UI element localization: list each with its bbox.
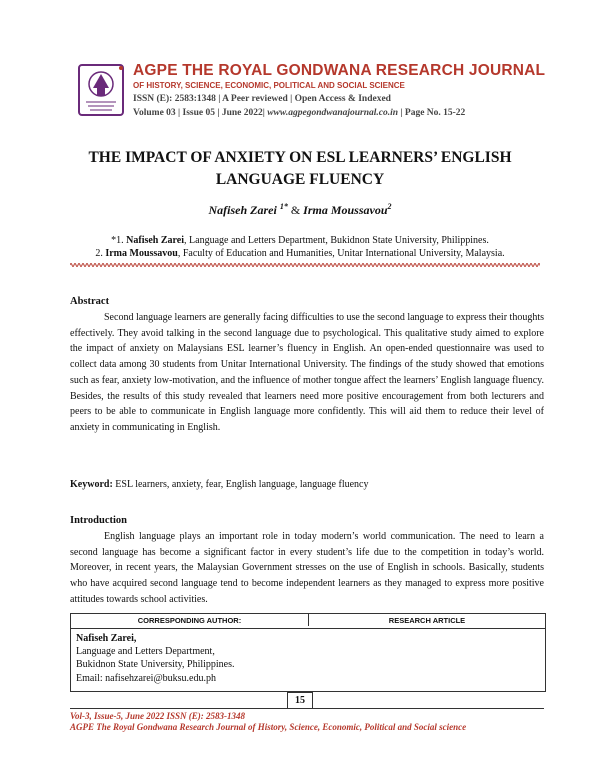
affiliation-1-name: Nafiseh Zarei — [126, 235, 185, 246]
affiliation-2 — [60, 248, 540, 259]
introduction-heading: Introduction — [70, 515, 127, 526]
volume-line — [133, 108, 465, 118]
volume-text: Volume 03 | Issue 05 | June 2022| — [133, 108, 265, 118]
title-line-1: THE IMPACT OF ANXIETY ON ESL LEARNERS’ ENGLISH — [88, 149, 512, 166]
corresponding-details — [76, 632, 235, 685]
affiliation-2-detail: , Faculty of Education and Humanities, Unitar International University, Malaysia. — [177, 248, 505, 259]
author-1-sup: 1* — [279, 202, 288, 211]
corresponding-author-label: CORRESPONDING AUTHOR: — [137, 616, 242, 625]
footer-citation-line-2: AGPE The Royal Gondwana Research Journal of History, Science, Economic, Political and Social science — [70, 722, 467, 732]
wavy-divider — [70, 262, 540, 268]
introduction-body — [70, 529, 544, 608]
article-title — [60, 147, 540, 191]
corresponding-author-box — [70, 613, 546, 692]
keywords-label: Keyword: — [70, 479, 113, 490]
article-type-label: RESEARCH ARTICLE — [308, 614, 545, 626]
author-2: Irma Moussavou — [303, 203, 388, 217]
journal-subtitle: OF HISTORY, SCIENCE, ECONOMIC, POLITICAL AND SOCIAL SCIENCE — [133, 81, 405, 90]
page-range: | Page No. 15-22 — [400, 108, 466, 118]
author-2-sup: 2 — [387, 202, 392, 211]
affiliation-1-prefix: *1. — [111, 235, 124, 246]
journal-seal-logo — [76, 62, 126, 118]
keywords-text: ESL learners, anxiety, fear, English language, language fluency — [112, 479, 369, 490]
abstract-text: Second language learners are generally facing difficulties to use the second language to express their thoughts effectively. They avoid talking in the second language due to psychological. This qualitative study aimed to explore the impact of anxiety on Malaysians ESL learner’s fluency in English. An open-ended questionnaire was used to collect data among 30 students from Unitar International University. The findings of the study showed that emotions such as fear, anxiety low-motivation, and the influence of mother tongue affect the learners’ English language fluency. Besides, the results of this study revealed that learners need more positive encouragement from both lecturers and peers to be able to communicate in English language more confidently. This will aid them to reduce their level of anxiety in communicating in English. — [70, 312, 544, 433]
corresponding-dept: Language and Letters Department, — [76, 646, 215, 658]
keywords — [70, 479, 368, 490]
issn-line: ISSN (E): 2583:1348 | A Peer reviewed | Open Access & Indexed — [133, 94, 391, 104]
author-1: Nafiseh Zarei — [208, 203, 277, 217]
title-line-2: LANGUAGE FLUENCY — [215, 171, 385, 188]
corresponding-email[interactable]: Email: nafisehzarei@buksu.edu.ph — [76, 672, 216, 684]
corresponding-institution: Bukidnon State University, Philippines. — [76, 659, 235, 671]
page-number: 15 — [287, 692, 313, 709]
abstract-heading: Abstract — [70, 296, 110, 307]
corresponding-name: Nafiseh Zarei, — [76, 633, 137, 644]
footer-divider — [70, 708, 544, 709]
footer-citation-line-1: Vol-3, Issue-5, June 2022 ISSN (E): 2583-1348 — [70, 711, 246, 721]
affiliation-2-name: Irma Moussavou — [105, 248, 178, 259]
corresponding-box-header — [71, 614, 545, 629]
affiliation-1 — [60, 235, 540, 246]
author-separator: & — [290, 203, 301, 217]
abstract-body — [70, 310, 544, 436]
author-line — [60, 202, 540, 218]
journal-url-link[interactable]: www.agpegondwanajournal.co.in — [267, 108, 399, 118]
affiliation-1-detail: , Language and Letters Department, Bukidnon State University, Philippines. — [184, 235, 489, 246]
affiliation-2-prefix: 2. — [95, 248, 103, 259]
journal-title: AGPE THE ROYAL GONDWANA RESEARCH JOURNAL — [133, 62, 546, 79]
introduction-text: English language plays an important role in today modern’s world communication. The need to learn a second language has become a significant factor in every student’s life due to the competition in today’s world. Moreover, in recent years, the Malaysian Government stresses on the use of English in schools. Basically, students who have acquired second language tend to become independent learners as they managed to express more positive attitudes towards school activities. — [70, 531, 544, 605]
